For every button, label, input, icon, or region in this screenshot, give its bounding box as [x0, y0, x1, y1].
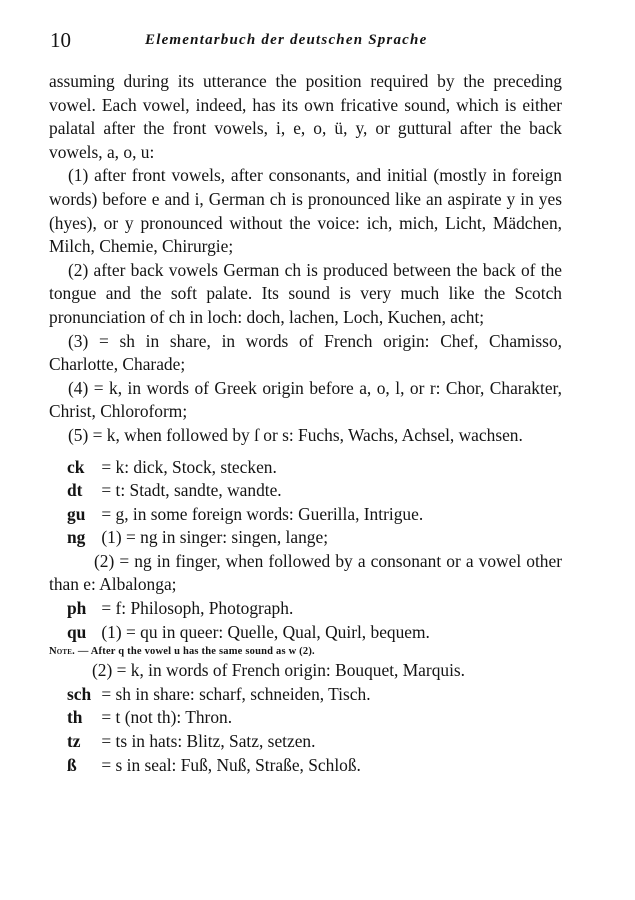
list-item [49, 597, 562, 621]
letter-text: = g, in some foreign words: Guerilla, Intrigue. [101, 503, 424, 524]
paragraph: (5) = k, when followed by ſ or s: Fuchs, Wachs, Achsel, wachsen. [68, 424, 523, 445]
letter-label: qu [67, 621, 87, 642]
note-label: Note. [49, 646, 75, 658]
letter-label: ck [67, 456, 85, 477]
letter-text: = s in seal: Fuß, Nuß, Straße, Schloß. [101, 754, 361, 775]
paragraph: (1) after front vowels, after consonants, and initial (mostly in foreign words) before e and i, German ch is pronounced like an aspirate y in yes (hyes), or y pronounced without the voice: ich, mich, Licht, Mädchen, Milch, Chemie, Chirurgie; [49, 165, 562, 257]
letter-label: ß [67, 754, 77, 775]
letter-list [49, 456, 562, 645]
paragraph: (3) = sh in share, in words of French origin: Chef, Chamisso, Charlotte, Charade; [49, 330, 562, 375]
list-item [49, 754, 562, 778]
letter-label: ng [67, 527, 86, 548]
note-text: — After q the vowel u has the same sound as w (2). [77, 646, 315, 658]
list-item [49, 706, 562, 730]
list-item [49, 683, 562, 707]
running-title: Elementarbuch der deutschen Sprache [145, 32, 428, 48]
letter-text: (1) = ng in singer: singen, lange; [101, 527, 329, 548]
list-item [49, 526, 562, 550]
letter-label: ph [67, 598, 87, 619]
letter-text: = k: dick, Stock, stecken. [101, 456, 277, 477]
page-header [50, 24, 590, 54]
paragraph: assuming during its utterance the position required by the preceding vowel. Each vowel, indeed, has its own fricative sound, which is either palatal after the front vowels, i, e, o, ü, y, or guttural after the back vowels, a, o, u: [49, 71, 562, 162]
letter-label: dt [67, 480, 83, 501]
letter-label: th [67, 707, 83, 728]
page-body [49, 70, 562, 777]
paragraph: (4) = k, in words of Greek origin before a, o, l, or r: Chor, Charakter, Christ, Chloroform; [49, 377, 562, 422]
letter-label: sch [67, 683, 92, 704]
note [49, 644, 562, 659]
letter-text: = t (not th): Thron. [101, 707, 233, 728]
paragraph: (2) = k, in words of French origin: Bouquet, Marquis. [92, 660, 466, 681]
list-item [49, 621, 562, 645]
paragraph: (2) = ng in finger, when followed by a consonant or a vowel other than e: Albalonga; [49, 550, 562, 595]
letter-text: = ts in hats: Blitz, Satz, setzen. [101, 731, 316, 752]
list-item [49, 503, 562, 527]
page-number: 10 [50, 28, 71, 52]
letter-label: tz [67, 731, 81, 752]
letter-label: gu [67, 503, 86, 524]
list-item [49, 479, 562, 503]
letter-text: = f: Philosoph, Photograph. [101, 598, 294, 619]
list-item [49, 730, 562, 754]
letter-text: (1) = qu in queer: Quelle, Qual, Quirl, bequem. [101, 621, 430, 642]
paragraph: (2) after back vowels German ch is produced between the back of the tongue and the soft palate. Its sound is very much like the Scotch pronunciation of ch in loch: doch, lachen, Loch, Kuchen, acht; [49, 259, 562, 327]
list-item [49, 456, 562, 480]
letter-text: = t: Stadt, sandte, wandte. [101, 480, 282, 501]
letter-text: = sh in share: scharf, schneiden, Tisch. [101, 683, 371, 704]
